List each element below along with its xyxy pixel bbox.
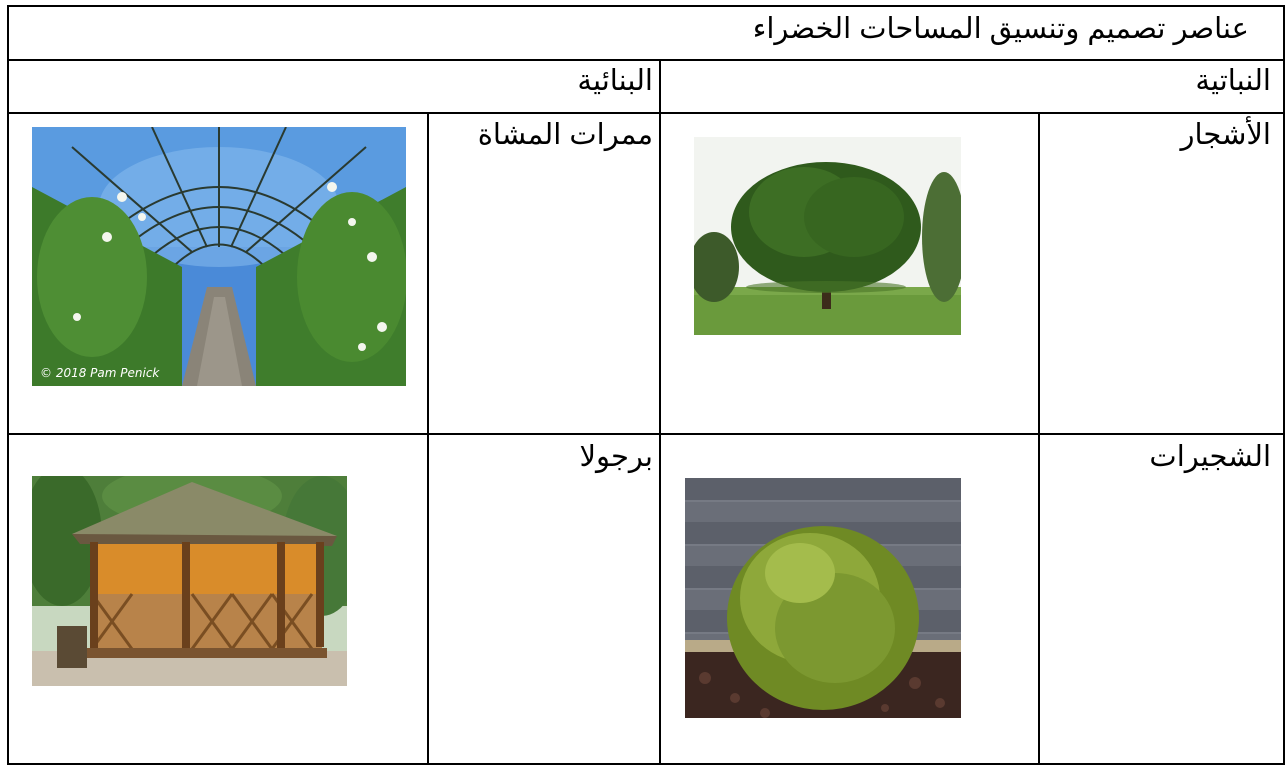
table-title: عناصر تصميم وتنسيق المساحات الخضراء (752, 13, 1249, 45)
label-shrubs: الشجيرات (1149, 441, 1271, 473)
walkway-image (32, 127, 406, 386)
header-structural: البنائية (577, 65, 653, 97)
shrub-image (685, 478, 961, 718)
header-plant: النباتية (1195, 65, 1271, 97)
label-pergola: برجولا (579, 441, 653, 473)
label-walkways: ممرات المشاة (477, 119, 653, 151)
tree-image (694, 137, 961, 335)
photo-credit: © 2018 Pam Penick (40, 366, 160, 380)
pergola-image (32, 476, 347, 686)
label-trees: الأشجار (1180, 119, 1271, 151)
